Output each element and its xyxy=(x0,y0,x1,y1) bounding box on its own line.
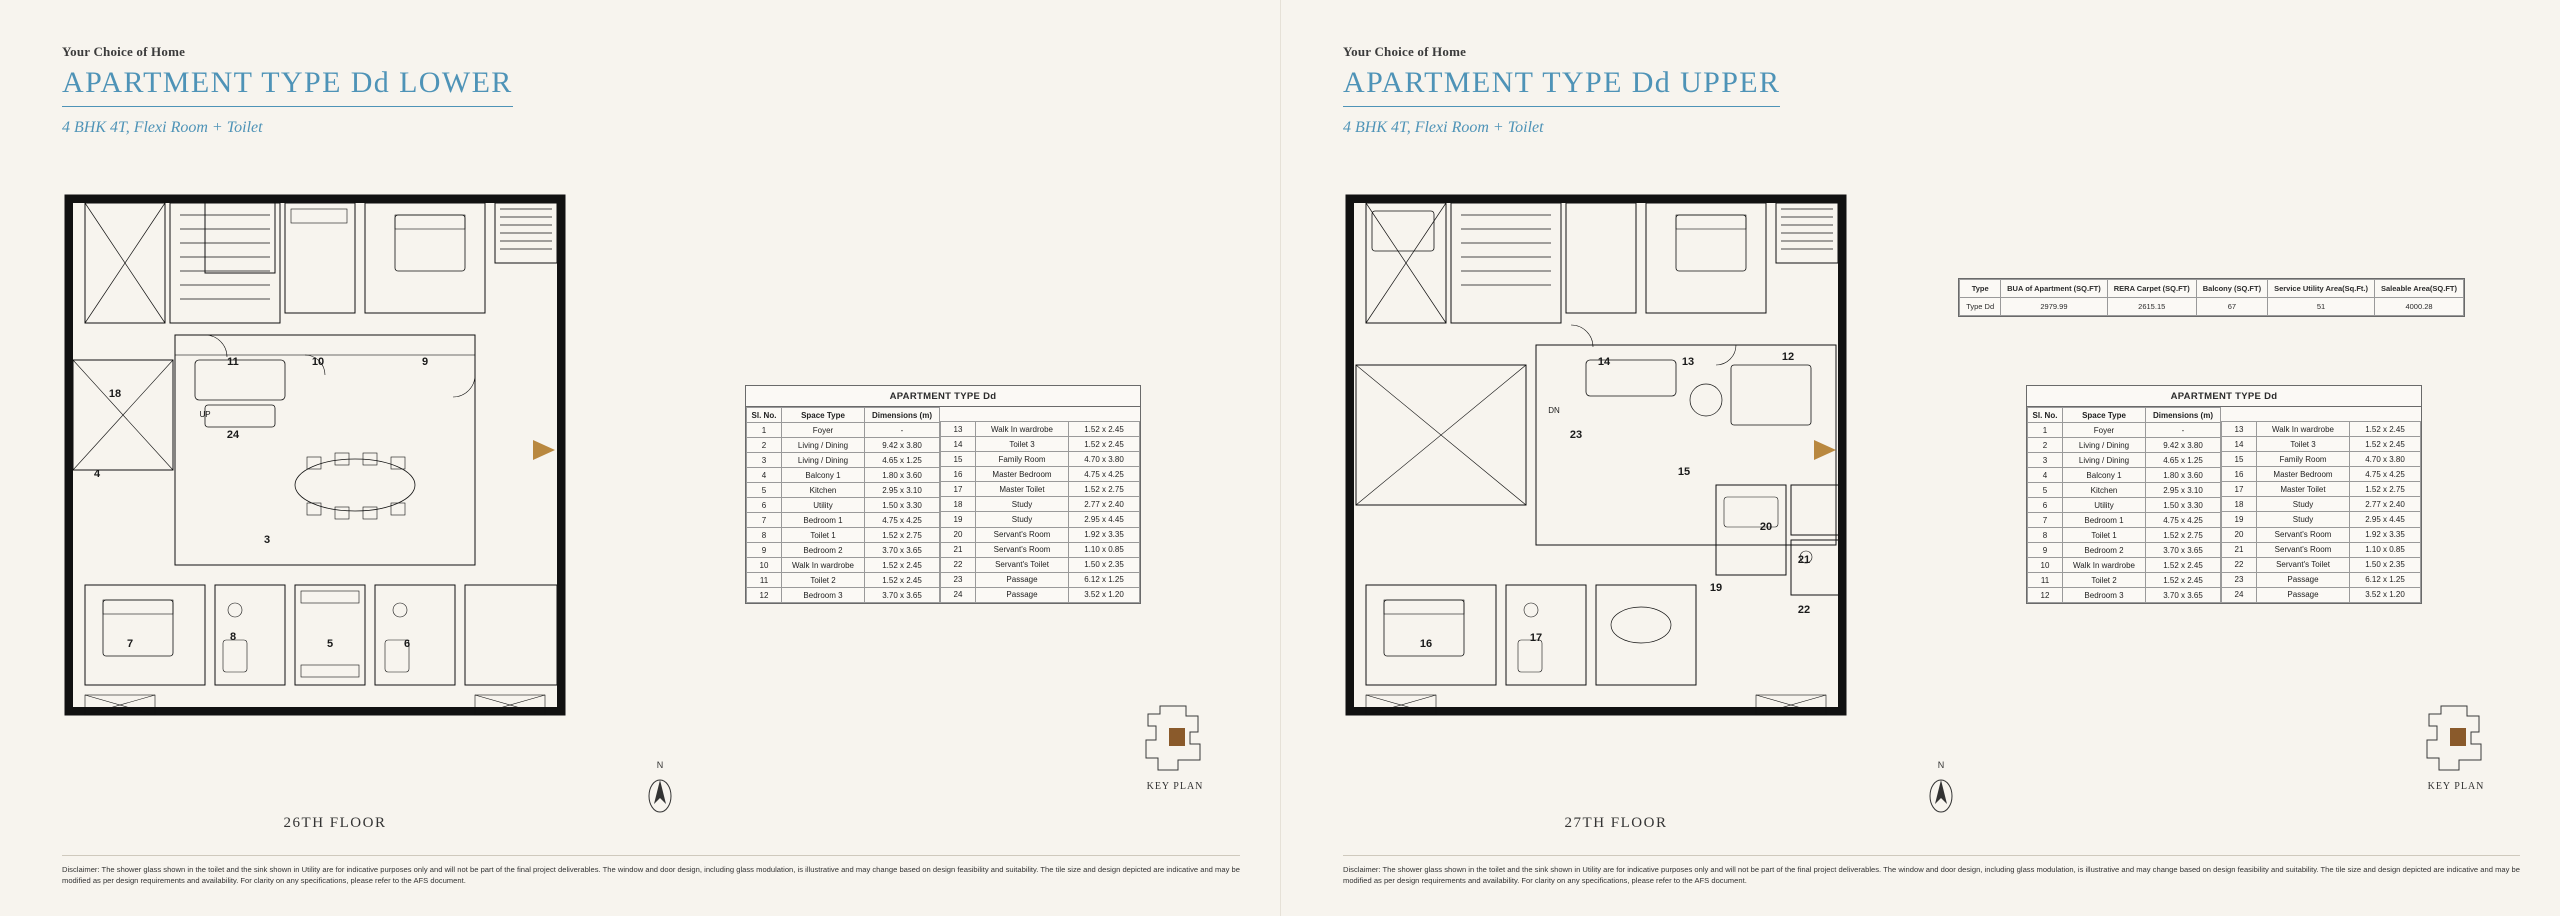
room-number: 9 xyxy=(421,356,429,368)
table-cell: 21 xyxy=(941,542,976,557)
table-cell: 19 xyxy=(941,512,976,527)
compass-icon xyxy=(1921,770,1961,816)
table-cell: Servant's Room xyxy=(976,527,1069,542)
table-cell: 5 xyxy=(2028,483,2063,498)
table-cell: 2.95 x 4.45 xyxy=(1069,512,1140,527)
table-cell: Bedroom 3 xyxy=(2063,588,2146,603)
table-row xyxy=(941,557,1140,572)
table-cell: Living / Dining xyxy=(2063,438,2146,453)
table-cell: 16 xyxy=(941,467,976,482)
table-cell: 4.70 x 3.80 xyxy=(2350,452,2421,467)
table-cell: 12 xyxy=(2028,588,2063,603)
table-cell: Toilet 3 xyxy=(976,437,1069,452)
room-number: 5 xyxy=(326,638,334,650)
table-cell: 9.42 x 3.80 xyxy=(2146,438,2221,453)
room-number: 16 xyxy=(1419,638,1433,650)
table-cell: 18 xyxy=(2222,497,2257,512)
table-cell: Study xyxy=(2257,497,2350,512)
room-number: 10 xyxy=(311,356,325,368)
table-cell: 4.75 x 4.25 xyxy=(865,513,940,528)
table-row xyxy=(747,543,940,558)
table-cell: 1.10 x 0.85 xyxy=(1069,542,1140,557)
table-cell: Study xyxy=(976,512,1069,527)
table-cell: 2.77 x 2.40 xyxy=(1069,497,1140,512)
table-cell: 6 xyxy=(747,498,782,513)
room-number: 3 xyxy=(263,534,271,546)
table-cell: Bedroom 1 xyxy=(782,513,865,528)
table-cell: 1.52 x 2.45 xyxy=(1069,437,1140,452)
room-schedule-lower xyxy=(745,385,1141,604)
table-cell: 2 xyxy=(2028,438,2063,453)
table-row xyxy=(2028,438,2221,453)
table-row xyxy=(2222,572,2421,587)
table-cell: 2979.99 xyxy=(2001,298,2108,316)
compass-north-label: N xyxy=(1937,760,1945,770)
table-cell: Toilet 2 xyxy=(782,573,865,588)
table-cell: 7 xyxy=(747,513,782,528)
table-cell: Toilet 1 xyxy=(782,528,865,543)
table-cell: 9 xyxy=(747,543,782,558)
floor-plan-drawing-upper xyxy=(1336,185,1896,785)
table-cell: Passage xyxy=(2257,572,2350,587)
table-cell: 51 xyxy=(2268,298,2375,316)
table-cell: 1 xyxy=(747,423,782,438)
table-cell: 1.52 x 2.45 xyxy=(2146,573,2221,588)
table-cell: 1.52 x 2.45 xyxy=(2146,558,2221,573)
plan-label-dn: DN xyxy=(1548,406,1560,415)
col-header: Type xyxy=(1960,280,2001,298)
table-cell: 1 xyxy=(2028,423,2063,438)
col-header: Dimensions (m) xyxy=(865,408,940,423)
table-cell: 1.52 x 2.45 xyxy=(1069,422,1140,437)
table-cell: Servant's Toilet xyxy=(2257,557,2350,572)
table-cell: Toilet 3 xyxy=(2257,437,2350,452)
table-cell: 10 xyxy=(747,558,782,573)
table-cell: Servant's Room xyxy=(2257,542,2350,557)
table-cell: 1.52 x 2.45 xyxy=(2350,437,2421,452)
table-cell: Master Toilet xyxy=(2257,482,2350,497)
table-cell: - xyxy=(2146,423,2221,438)
table-cell: Bedroom 1 xyxy=(2063,513,2146,528)
room-schedule-table-b xyxy=(940,407,1140,603)
plan-svg xyxy=(55,185,615,785)
disclaimer-upper: Disclaimer: The shower glass shown in the toilet and the sink shown in Utility are for indicative purposes only and will not be part of the final project deliverables. The window and door design, including glass modulation, is illustrative and may change based on design feasibility and suitability. The tile size and design depicted are indicative and may be modified as per design requirements and availability. For clarity on any specifications, please refer to the AFS document. xyxy=(1343,855,2520,886)
table-row xyxy=(747,483,940,498)
col-header: Saleable Area(SQ.FT) xyxy=(2375,280,2464,298)
room-number: 19 xyxy=(1709,582,1723,594)
room-number: 21 xyxy=(1797,554,1811,566)
header-lower xyxy=(62,44,513,137)
table-row xyxy=(2222,437,2421,452)
table-cell: Passage xyxy=(976,587,1069,602)
col-header: Dimensions (m) xyxy=(2146,408,2221,423)
floor-plan-drawing-lower xyxy=(55,185,615,785)
table-cell: 12 xyxy=(747,588,782,603)
room-schedule-table-a xyxy=(2027,407,2221,603)
table-row xyxy=(2028,453,2221,468)
table-cell: 4.75 x 4.25 xyxy=(2350,467,2421,482)
table-cell: 4.70 x 3.80 xyxy=(1069,452,1140,467)
table-cell: 11 xyxy=(747,573,782,588)
table-row xyxy=(747,453,940,468)
area-statement-table xyxy=(1958,278,2465,317)
table-cell: 20 xyxy=(2222,527,2257,542)
table-cell: Master Bedroom xyxy=(976,467,1069,482)
table-cell: 1.50 x 2.35 xyxy=(1069,557,1140,572)
page-subtitle: 4 BHK 4T, Flexi Room + Toilet xyxy=(1343,119,1544,136)
room-number: 4 xyxy=(93,468,101,480)
page-title: APARTMENT TYPE Dd LOWER xyxy=(62,66,513,107)
table-cell: 13 xyxy=(2222,422,2257,437)
table-cell: 20 xyxy=(941,527,976,542)
table-row xyxy=(747,468,940,483)
table-cell: 11 xyxy=(2028,573,2063,588)
table-row xyxy=(2222,452,2421,467)
table-cell: Balcony 1 xyxy=(2063,468,2146,483)
room-number: 13 xyxy=(1681,356,1695,368)
table-row xyxy=(747,573,940,588)
table-row xyxy=(2028,573,2221,588)
table-row xyxy=(747,528,940,543)
table-row xyxy=(747,423,940,438)
table-cell: 1.50 x 2.35 xyxy=(2350,557,2421,572)
table-cell: 1.50 x 3.30 xyxy=(865,498,940,513)
table-cell: Living / Dining xyxy=(2063,453,2146,468)
table-row xyxy=(2028,588,2221,603)
table-row xyxy=(941,452,1140,467)
table-cell: 1.80 x 3.60 xyxy=(865,468,940,483)
table-cell: 9.42 x 3.80 xyxy=(865,438,940,453)
table-cell: 1.52 x 2.75 xyxy=(1069,482,1140,497)
table-cell: Master Bedroom xyxy=(2257,467,2350,482)
compass-lower xyxy=(640,760,680,820)
entry-marker xyxy=(1814,440,1836,460)
table-cell: 1.10 x 0.85 xyxy=(2350,542,2421,557)
table-cell: 4000.28 xyxy=(2375,298,2464,316)
col-header: RERA Carpet (SQ.FT) xyxy=(2107,280,2196,298)
key-plan-label: KEY PLAN xyxy=(1146,781,1204,792)
table-cell: Kitchen xyxy=(2063,483,2146,498)
table-cell: Balcony 1 xyxy=(782,468,865,483)
table-cell: 4 xyxy=(2028,468,2063,483)
plan-label-up: UP xyxy=(199,410,211,419)
col-header: Space Type xyxy=(782,408,865,423)
table-cell: 6.12 x 1.25 xyxy=(1069,572,1140,587)
table-cell: 1.52 x 2.75 xyxy=(2350,482,2421,497)
table-cell: Passage xyxy=(2257,587,2350,602)
table-cell: 3.52 x 1.20 xyxy=(2350,587,2421,602)
table-cell: - xyxy=(865,423,940,438)
table-row xyxy=(941,572,1140,587)
table-cell: 13 xyxy=(941,422,976,437)
table-cell: 19 xyxy=(2222,512,2257,527)
room-schedule-caption: APARTMENT TYPE Dd xyxy=(746,386,1140,407)
col-header: Space Type xyxy=(2063,408,2146,423)
page-title: APARTMENT TYPE Dd UPPER xyxy=(1343,66,1780,107)
table-cell: 14 xyxy=(941,437,976,452)
table-cell: 7 xyxy=(2028,513,2063,528)
table-cell: 23 xyxy=(2222,572,2257,587)
table-cell: 1.52 x 2.45 xyxy=(865,573,940,588)
col-header: Service Utility Area(Sq.Ft.) xyxy=(2268,280,2375,298)
compass-upper xyxy=(1921,760,1961,820)
compass-icon xyxy=(640,770,680,816)
table-cell: 3.70 x 3.65 xyxy=(2146,543,2221,558)
table-cell: Servant's Room xyxy=(2257,527,2350,542)
entry-marker xyxy=(533,440,555,460)
table-cell: 15 xyxy=(2222,452,2257,467)
table-row xyxy=(747,558,940,573)
table-cell: 4.65 x 1.25 xyxy=(2146,453,2221,468)
table-cell: Master Toilet xyxy=(976,482,1069,497)
table-cell: 1.80 x 3.60 xyxy=(2146,468,2221,483)
room-schedule-upper xyxy=(2026,385,2422,604)
table-row xyxy=(941,437,1140,452)
col-header: Balcony (SQ.FT) xyxy=(2196,280,2267,298)
table-cell: 24 xyxy=(2222,587,2257,602)
table-cell: Passage xyxy=(976,572,1069,587)
table-row xyxy=(941,542,1140,557)
table-cell: Bedroom 2 xyxy=(782,543,865,558)
table-cell: Toilet 2 xyxy=(2063,573,2146,588)
table-cell: 8 xyxy=(2028,528,2063,543)
table-cell: 9 xyxy=(2028,543,2063,558)
table-row xyxy=(2028,498,2221,513)
room-number: 12 xyxy=(1781,351,1795,363)
table-cell: 4 xyxy=(747,468,782,483)
table-cell: Utility xyxy=(782,498,865,513)
table-cell: Utility xyxy=(2063,498,2146,513)
key-plan-icon xyxy=(2401,700,2511,772)
floor-label: 26TH FLOOR xyxy=(283,815,387,831)
table-row xyxy=(2222,527,2421,542)
room-number: 8 xyxy=(229,631,237,643)
table-cell: Walk In wardrobe xyxy=(782,558,865,573)
plan-svg xyxy=(1336,185,1896,785)
table-cell: 5 xyxy=(747,483,782,498)
room-number: 22 xyxy=(1797,604,1811,616)
room-number: 18 xyxy=(108,388,122,400)
table-cell: Foyer xyxy=(782,423,865,438)
table-cell: 2.95 x 3.10 xyxy=(2146,483,2221,498)
table-cell: 18 xyxy=(941,497,976,512)
table-cell: Toilet 1 xyxy=(2063,528,2146,543)
table-cell: 4.75 x 4.25 xyxy=(1069,467,1140,482)
table-cell: 17 xyxy=(941,482,976,497)
table-cell: 3.70 x 3.65 xyxy=(865,588,940,603)
table-row xyxy=(2222,557,2421,572)
eyebrow-text: Your Choice of Home xyxy=(62,44,186,59)
table-cell: 1.52 x 2.75 xyxy=(865,528,940,543)
table-row xyxy=(2222,422,2421,437)
table-cell: 21 xyxy=(2222,542,2257,557)
table-row xyxy=(941,422,1140,437)
room-number: 20 xyxy=(1759,521,1773,533)
table-cell: 67 xyxy=(2196,298,2267,316)
table-row xyxy=(2028,513,2221,528)
table-cell: 2.95 x 4.45 xyxy=(2350,512,2421,527)
table-row xyxy=(2028,423,2221,438)
eyebrow-text: Your Choice of Home xyxy=(1343,44,1467,59)
room-schedule-table-a xyxy=(746,407,940,603)
table-cell: 3 xyxy=(747,453,782,468)
table-cell: Walk In wardrobe xyxy=(976,422,1069,437)
table-cell: Walk In wardrobe xyxy=(2257,422,2350,437)
table-row xyxy=(1960,298,2464,316)
table-row xyxy=(941,587,1140,602)
table-row xyxy=(941,467,1140,482)
table-cell: Living / Dining xyxy=(782,453,865,468)
table-cell: 14 xyxy=(2222,437,2257,452)
table-cell: 1.50 x 3.30 xyxy=(2146,498,2221,513)
table-cell: 4.65 x 1.25 xyxy=(865,453,940,468)
room-schedule-caption: APARTMENT TYPE Dd xyxy=(2027,386,2421,407)
table-cell: 3.70 x 3.65 xyxy=(865,543,940,558)
room-schedule-table-b xyxy=(2221,407,2421,603)
table-cell: 8 xyxy=(747,528,782,543)
table-cell: Family Room xyxy=(2257,452,2350,467)
table-row xyxy=(941,497,1140,512)
table-cell: 6.12 x 1.25 xyxy=(2350,572,2421,587)
table-cell: Type Dd xyxy=(1960,298,2001,316)
col-header: BUA of Apartment (SQ.FT) xyxy=(2001,280,2108,298)
table-row xyxy=(2222,512,2421,527)
table-cell: 24 xyxy=(941,587,976,602)
table-cell: Servant's Toilet xyxy=(976,557,1069,572)
compass-north-label: N xyxy=(656,760,664,770)
table-row xyxy=(2222,467,2421,482)
table-cell: 2615.15 xyxy=(2107,298,2196,316)
room-number: 11 xyxy=(227,356,239,368)
panel-upper xyxy=(1280,0,2560,916)
table-cell: Walk In wardrobe xyxy=(2063,558,2146,573)
table-cell: 22 xyxy=(2222,557,2257,572)
key-plan-icon xyxy=(1120,700,1230,772)
table-row xyxy=(941,512,1140,527)
table-cell: Living / Dining xyxy=(782,438,865,453)
table-cell: 3.52 x 1.20 xyxy=(1069,587,1140,602)
table-row xyxy=(941,482,1140,497)
room-number: 14 xyxy=(1597,356,1611,368)
floor-label: 27TH FLOOR xyxy=(1564,815,1668,831)
table-cell: 17 xyxy=(2222,482,2257,497)
key-plan-label: KEY PLAN xyxy=(2427,781,2485,792)
table-row xyxy=(747,588,940,603)
table-row xyxy=(2222,587,2421,602)
table-cell: 1.52 x 2.75 xyxy=(2146,528,2221,543)
col-header: Sl. No. xyxy=(747,408,782,423)
table-cell: 15 xyxy=(941,452,976,467)
table-cell: Study xyxy=(2257,512,2350,527)
table-cell: 2.95 x 3.10 xyxy=(865,483,940,498)
table-cell: Bedroom 3 xyxy=(782,588,865,603)
table-cell: 3 xyxy=(2028,453,2063,468)
table-cell: 2 xyxy=(747,438,782,453)
table-cell: 1.52 x 2.45 xyxy=(2350,422,2421,437)
table-row xyxy=(2028,468,2221,483)
table-row xyxy=(2222,542,2421,557)
table-row xyxy=(2222,482,2421,497)
room-number: 24 xyxy=(226,429,240,441)
table-row xyxy=(747,513,940,528)
table-cell: 22 xyxy=(941,557,976,572)
table-row xyxy=(2028,528,2221,543)
room-number: 7 xyxy=(126,638,134,650)
table-cell: Bedroom 2 xyxy=(2063,543,2146,558)
table-cell: 3.70 x 3.65 xyxy=(2146,588,2221,603)
table-cell: Servant's Room xyxy=(976,542,1069,557)
table-row xyxy=(941,527,1140,542)
col-header: Sl. No. xyxy=(2028,408,2063,423)
key-plan-upper xyxy=(2401,700,2511,792)
table-cell: Study xyxy=(976,497,1069,512)
table-row xyxy=(2028,483,2221,498)
header-upper xyxy=(1343,44,1780,137)
table-cell: 2.77 x 2.40 xyxy=(2350,497,2421,512)
table-cell: Kitchen xyxy=(782,483,865,498)
table-cell: Family Room xyxy=(976,452,1069,467)
page-subtitle: 4 BHK 4T, Flexi Room + Toilet xyxy=(62,119,263,136)
table-row xyxy=(747,438,940,453)
room-number: 23 xyxy=(1569,429,1583,441)
table-cell: 4.75 x 4.25 xyxy=(2146,513,2221,528)
table-cell: 1.92 x 3.35 xyxy=(1069,527,1140,542)
disclaimer-lower: Disclaimer: The shower glass shown in the toilet and the sink shown in Utility are for indicative purposes only and will not be part of the final project deliverables. The window and door design, including glass modulation, is illustrative and may change based on design feasibility and suitability. The tile size and design depicted are indicative and may be modified as per design requirements and availability. For clarity on any specifications, please refer to the AFS document. xyxy=(62,855,1240,886)
key-plan-lower xyxy=(1120,700,1230,792)
table-cell: 10 xyxy=(2028,558,2063,573)
table-row xyxy=(2222,497,2421,512)
table-cell: 23 xyxy=(941,572,976,587)
table-cell: 1.92 x 3.35 xyxy=(2350,527,2421,542)
room-number: 17 xyxy=(1529,632,1543,644)
room-number: 15 xyxy=(1677,466,1691,478)
table-cell: 16 xyxy=(2222,467,2257,482)
table-row xyxy=(747,498,940,513)
room-number: 6 xyxy=(403,638,411,650)
table-row xyxy=(2028,543,2221,558)
table-row xyxy=(2028,558,2221,573)
table-cell: Foyer xyxy=(2063,423,2146,438)
table-cell: 6 xyxy=(2028,498,2063,513)
table-cell: 1.52 x 2.45 xyxy=(865,558,940,573)
